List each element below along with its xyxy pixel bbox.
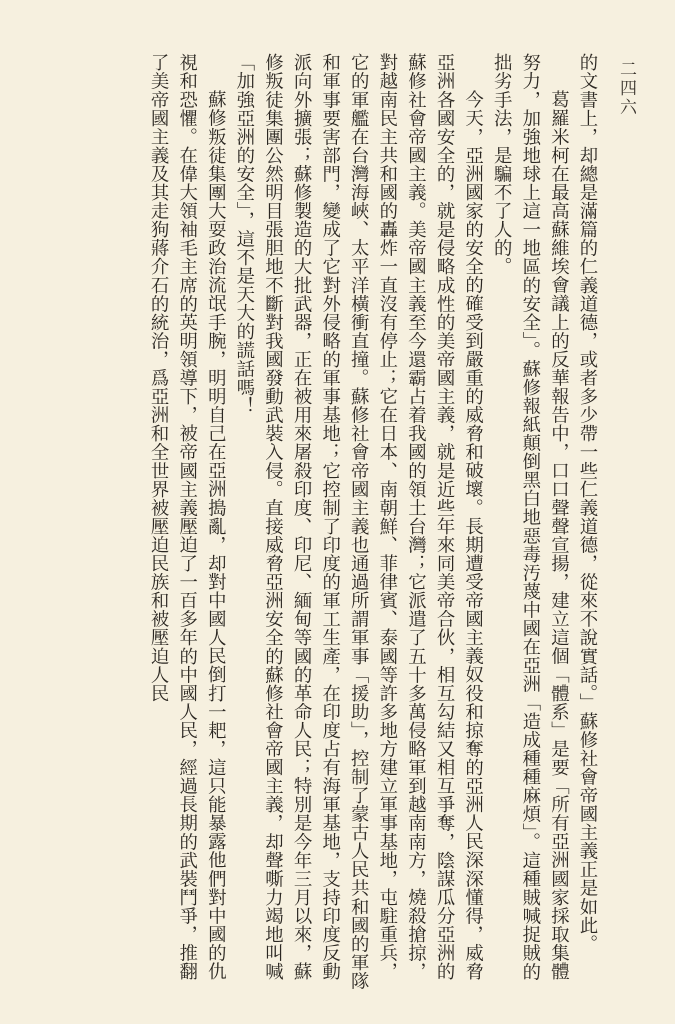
paragraph-gromyko-report: 葛羅米柯在最高蘇維埃會議上的反華報告中，口口聲聲宣揚，建立這個「體系」是要「所有亞洲國家採取集體努力，加強地球上這一地區的安全」。蘇修報紙顛倒黑白地惡毒汚蔑中國在亞洲「造成種種麻煩」。這種賊喊捉賊的拙劣手法，是騙不了人的。 (491, 53, 570, 981)
page-number: 二四六 (616, 60, 636, 117)
paragraph-soviet-revisionist-tactics: 蘇修叛徒集團大耍政治流氓手腕，明明自己在亞洲搗亂，却對中國人民倒打一耙，這只能暴露他們對中國的仇視和恐懼。在偉大領袖毛主席的英明領導下，被帝國主義壓迫了一百多年的中國人民，經過長期的武裝鬥爭，推翻了美帝國主義及其走狗蔣介石的統治，爲亞洲和全世界被壓迫民族和被壓迫人民 (148, 53, 227, 981)
body-text (61, 53, 601, 997)
paragraph-asian-security: 今天，亞洲國家的安全的確受到嚴重的威脅和破壞。長期遭受帝國主義奴役和掠奪的亞洲人民深深懂得，威脅亞洲各國安全的，就是侵略成性的美帝國主義，就是近些年來同美帝合伙，相互勾結又相互爭奪，陰謀瓜分亞洲的蘇修社會帝國主義。美帝國主義至今還霸占着我國的領土台灣；它派遣了五十多萬侵略軍到越南南方，燒殺搶掠，對越南民主共和國的轟炸一直沒有停止；它在日本、南朝鮮、菲律賓、泰國等許多地方建立軍事基地，屯駐重兵，它的軍艦在台灣海峽、太平洋橫衝直撞。蘇修社會帝國主義也通過所謂軍事「援助」，控制了蒙古人民共和國的軍隊和軍事要害部門，變成了它對外侵略的軍事基地；它控制了印度的軍工生產，在印度占有海軍基地，支持印度反動派向外擴張；蘇修製造的大批武器，正在被用來屠殺印度、印尼、緬甸等國的革命人民；特別是今年三月以來，蘇修叛徒集團公然明目張胆地不斷對我國發動武裝入侵。直接威脅亞洲安全的蘇修社會帝國主義，却聲嘶力竭地叫喊「加強亞洲的安全」，這不是天大的謊話嗎！ (233, 53, 484, 990)
paragraph-continuation: 的文書上，却總是滿篇的仁義道德，或者多少帶一些仁義道德，從來不說實話。」蘇修社會帝國主義正是如此。 (577, 53, 598, 953)
